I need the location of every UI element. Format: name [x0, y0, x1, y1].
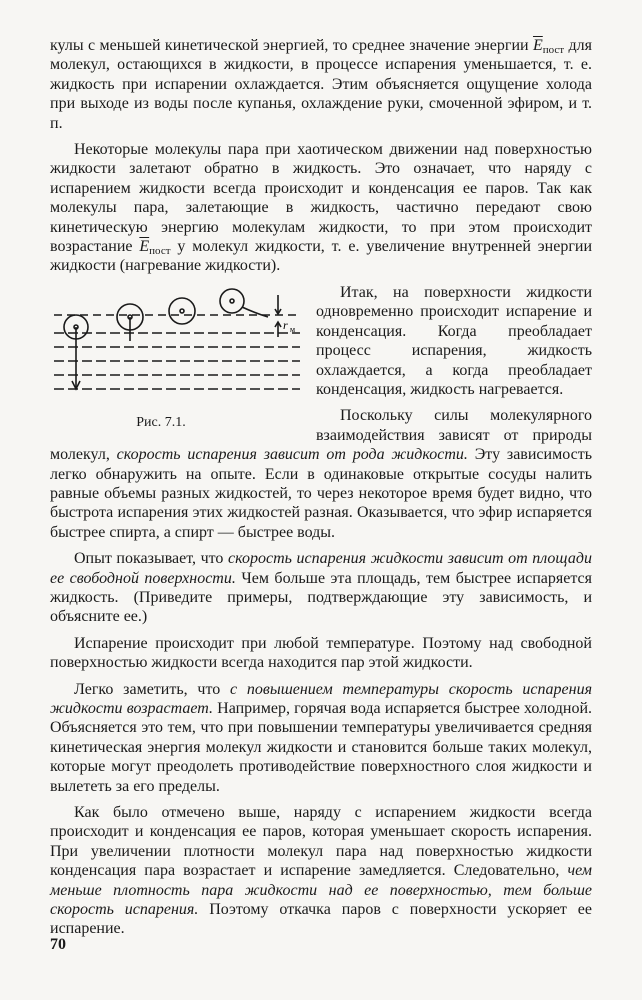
evaporation-diagram — [50, 287, 302, 407]
paragraph-8: Как было отмечено выше, наряду с испарением жидкости всегда происходит и конденсация ее паров, которая уменьшает скорость испарения. При увеличении плотности молекул пара над поверхностью жидкости конденсация пара возрастает и испарение замедляется. Следовательно, чем меньше плотность пара жидкости над ее поверхностью, тем больше скорость испарения. Поэтому откачка паров с поверхности ускоряет ее испарение. — [50, 804, 592, 938]
paragraph-4: Поскольку силы молекулярного взаимодействия зависят от природы молекул, скорость испарения зависит от рода жидкости. Эту зависимость легко обнаружить на опыте. Если в одинаковые открытые сосуды налить равные объемы разных жидкостей, то через некоторое время будет видно, что быстрота испарения этих жидкостей разная. Оказывается, что эфир испаряется быстрее спирта, а спирт — быстрее воды. — [50, 407, 593, 541]
figure-label-r-sub: м — [290, 324, 296, 334]
paragraph-3: Итак, на поверхности жидкости одновременно происходит испарение и конденсация. Когда преобладает процесс испарения, жидкость охлаждается, а когда преобладает конденсация, жидкость нагревается. — [316, 283, 592, 398]
figure-7-1 — [50, 287, 302, 437]
page-body — [50, 36, 592, 946]
figure-label-r: r — [283, 317, 288, 332]
page-number: 70 — [50, 936, 66, 953]
paragraph-1: кулы с меньшей кинетической энергией, то среднее значение энергии $\overline{E}_{пост}$ для молекул, остающихся в жидкости, в процессе испарения уменьшается, т. е. жидкость при испарении охлаждается. Этим объясняется ощущение холода при выходе из воды после купанья, охлаждение руки, смоченной эфиром, и т. п. — [50, 37, 593, 132]
paragraph-7: Легко заметить, что с повышением температуры скорость испарения жидкости возрастает. Например, горячая вода испаряется быстрее холодной. Объясняется это тем, что при повышении температуры увеличивается средняя кинетическая энергия молекул жидкости и становится больше таких молекул, которые могут преодолеть противодействие поверхностного слоя жидкости и вылететь за его пределы. — [50, 680, 593, 795]
figure-caption: Рис. 7.1. — [136, 414, 186, 430]
paragraph-2: Некоторые молекулы пара при хаотическом движении над поверхностью жидкости залетают обратно в жидкость. Это означает, что наряду с испарением жидкости всегда происходит и конденсация ее паров. Так как молекулы пара, залетающие в жидкость, частично передают свою кинетическую энергию молекулам жидкости, то при этом происходит возрастание $\overline{E}_{пост}$ у молекул жидкости, т. е. увеличение внутренней энергии жидкости (нагревание жидкости). — [50, 141, 593, 275]
paragraph-6: Испарение происходит при любой температуре. Поэтому над свободной поверхностью жидкости всегда находится пар этой жидкости. — [50, 634, 592, 672]
paragraph-5: Опыт показывает, что скорость испарения жидкости зависит от площади ее свободной поверхности. Чем больше эта площадь, тем быстрее испаряется жидкость. (Приведите примеры, подтверждающие эту зависимость, и объясните ее.) — [50, 550, 593, 626]
